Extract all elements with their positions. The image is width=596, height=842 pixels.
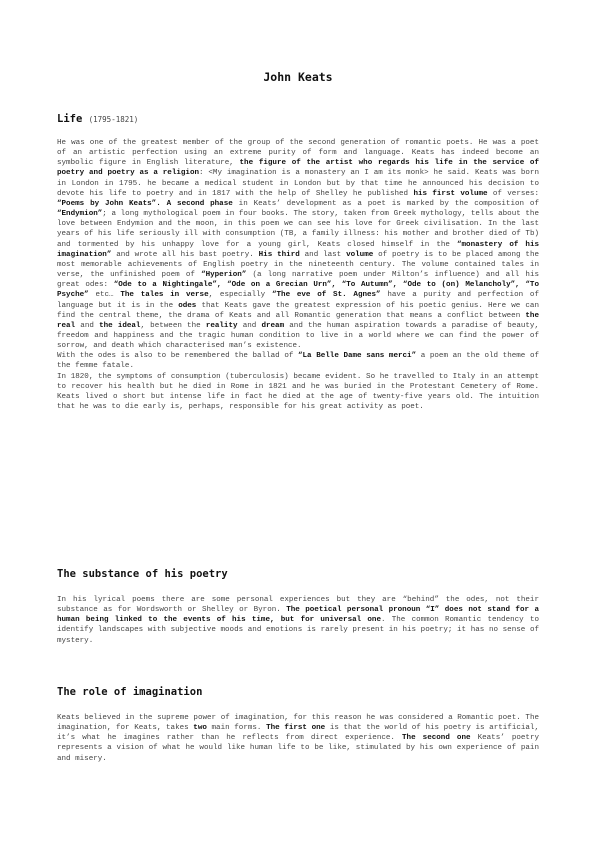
emphasis-text: “Poems by John Keats”. A second phase xyxy=(57,199,233,208)
section-heading-life xyxy=(57,113,138,125)
emphasis-text: The first one xyxy=(266,724,326,733)
emphasis-text: the real xyxy=(57,311,539,330)
paragraph-text: a poem an the old theme of the femme fatale. xyxy=(57,352,540,371)
emphasis-text: “La Belle Dame sans merci” xyxy=(298,352,417,361)
emphasis-text: “monastery of his imagination” xyxy=(57,240,539,259)
emphasis-text: his first volume xyxy=(413,189,488,198)
paragraph-text: Keats believed in the supreme power of imagination, for this reason he was considered a Romantic poet. The imagination, for Keats, takes xyxy=(57,714,539,733)
paragraph-text: of poetry is to be placed among the most memorable achievements of English poetry in the nineteenth century. The volume contained tales in verse, the unfinished poem of xyxy=(57,250,540,280)
emphasis-text: The tales in verse xyxy=(120,291,209,300)
paragraph-text: He was one of the greatest member of the group of the second generation of romantic poets. He was a poet of an artistic perfection using an extreme purity of form and language. Keats has indeed become an symbolic figure in English literature, xyxy=(57,139,539,168)
paragraph xyxy=(57,372,539,413)
paragraph-text: In his lyrical poems there are some personal experiences but they are “behind” the odes, not their substance as for Wordsworth or Shelley or Byron. xyxy=(57,596,539,615)
paragraph-text: and xyxy=(237,321,262,330)
section-body-imagination xyxy=(57,713,539,764)
paragraph-text: (a long narrative poem under Milton’s influence) and all his great odes: xyxy=(57,271,539,290)
emphasis-text: His third xyxy=(258,250,300,259)
emphasis-text: reality xyxy=(205,321,238,330)
section-heading-substance: The substance of his poetry xyxy=(57,568,228,580)
emphasis-text: two xyxy=(193,724,207,733)
paragraph-text: In 1820, the symptoms of consumption (tuberculosis) became evident. So he travelled to Italy in an attempt to recover his health but he died in Rome in 1821 and he was buried in the Protestant Cemetery of Rome. Keats lived o short but intense life in fact he died at the age of twenty-five years old. The intuition that he was to die early is, perhaps, responsible for his great activity as poet. xyxy=(57,372,539,412)
paragraph-text: , between the xyxy=(140,321,206,330)
section-heading-imagination: The role of imagination xyxy=(57,686,203,698)
paragraph-text: With the odes is also to be remembered the ballad of xyxy=(57,352,298,361)
paragraph-text: of verses: xyxy=(487,189,539,198)
paragraph-text: have a purity and perfection of language but it is in the xyxy=(57,291,539,310)
paragraph-text: etc… xyxy=(88,291,121,300)
emphasis-text: “Hyperion” xyxy=(201,271,247,280)
emphasis-text: odes xyxy=(178,301,197,310)
emphasis-text: The poetical personal pronoun “I” does not stand for a human being linked to the events of his time, but for universal one xyxy=(57,606,539,625)
paragraph xyxy=(57,138,539,351)
section-body-life xyxy=(57,138,539,412)
section-heading-life-text: Life xyxy=(57,113,83,125)
paragraph-text: in Keats’ development as a poet is marked by the composition of xyxy=(232,199,539,208)
emphasis-text: volume xyxy=(346,250,374,259)
paragraph-text: ; a long mythological poem in four books. The story, taken from Greek mythology, tells about the love between Endymion and the moon, in this poem we can see his love for Greek civilisation. In the last years of his life seriously ill with consumption (TB, a family illness: his mother and brother died of Tb) and tormented by his unhappy love for a young girl, Keats closed himself in the xyxy=(57,210,539,249)
paragraph-text: main forms. xyxy=(206,724,267,733)
document-title: John Keats xyxy=(263,70,333,84)
emphasis-text: “The eve of St. Agnes” xyxy=(271,291,381,300)
emphasis-text: The second one xyxy=(402,734,471,743)
emphasis-text: “Endymion” xyxy=(57,210,103,219)
paragraph-text: and the human aspiration towards a paradise of beauty, freedom and happiness and the tragic human condition to live in a world where we can find the power of sorrow, and death which characterised man’s existence. xyxy=(57,321,539,351)
emphasis-text: the figure of the artist who regards his life in the service of poetry and poetry as a religion xyxy=(57,159,539,178)
paragraph-text: and xyxy=(75,321,100,330)
section-body-substance xyxy=(57,595,539,646)
paragraph-text: : <My imagination is a monastery an I am its monk> he said. Keats was born in London in 1795. he became a medical student in London but by that time he announced his decision to devote his life to poetry and in 1817 with the help of Shelley he published xyxy=(57,169,539,198)
emphasis-text: the ideal xyxy=(99,321,141,330)
paragraph-text: and wrote all his bast poetry. xyxy=(111,250,259,259)
paragraph xyxy=(57,351,539,371)
emphasis-text: dream xyxy=(261,321,285,330)
paragraph-text: Keats’ poetry represents a vision of what he would like human life to be like, stimulated by his own experience of pain and misery. xyxy=(57,734,540,763)
paragraph xyxy=(57,713,539,764)
emphasis-text: “Ode to a Nightingale”, “Ode on a Grecian Urn”, “To Autumn”, “Ode to (on) Melancholy”, “To Psyche” xyxy=(57,281,539,300)
paragraph xyxy=(57,595,539,646)
paragraph-text: and last xyxy=(299,250,347,259)
paragraph-text: . The common Romantic tendency to identify landscapes with subjective moods and emotions is rarely present in his poetry; it has no sense of mystery. xyxy=(57,616,539,645)
section-heading-life-dates: (1795-1821) xyxy=(88,115,139,124)
paragraph-text: , especially xyxy=(208,291,272,300)
paragraph-text: is that the world of his poetry is artificial, it’s what he imagines rather than he reflects from direct experience. xyxy=(57,724,539,743)
paragraph-text: that Keats gave the greatest expression of his poetic genius. Here we can find the central theme, the drama of Keats and all Romantic generation that means a conflict between xyxy=(57,301,539,320)
